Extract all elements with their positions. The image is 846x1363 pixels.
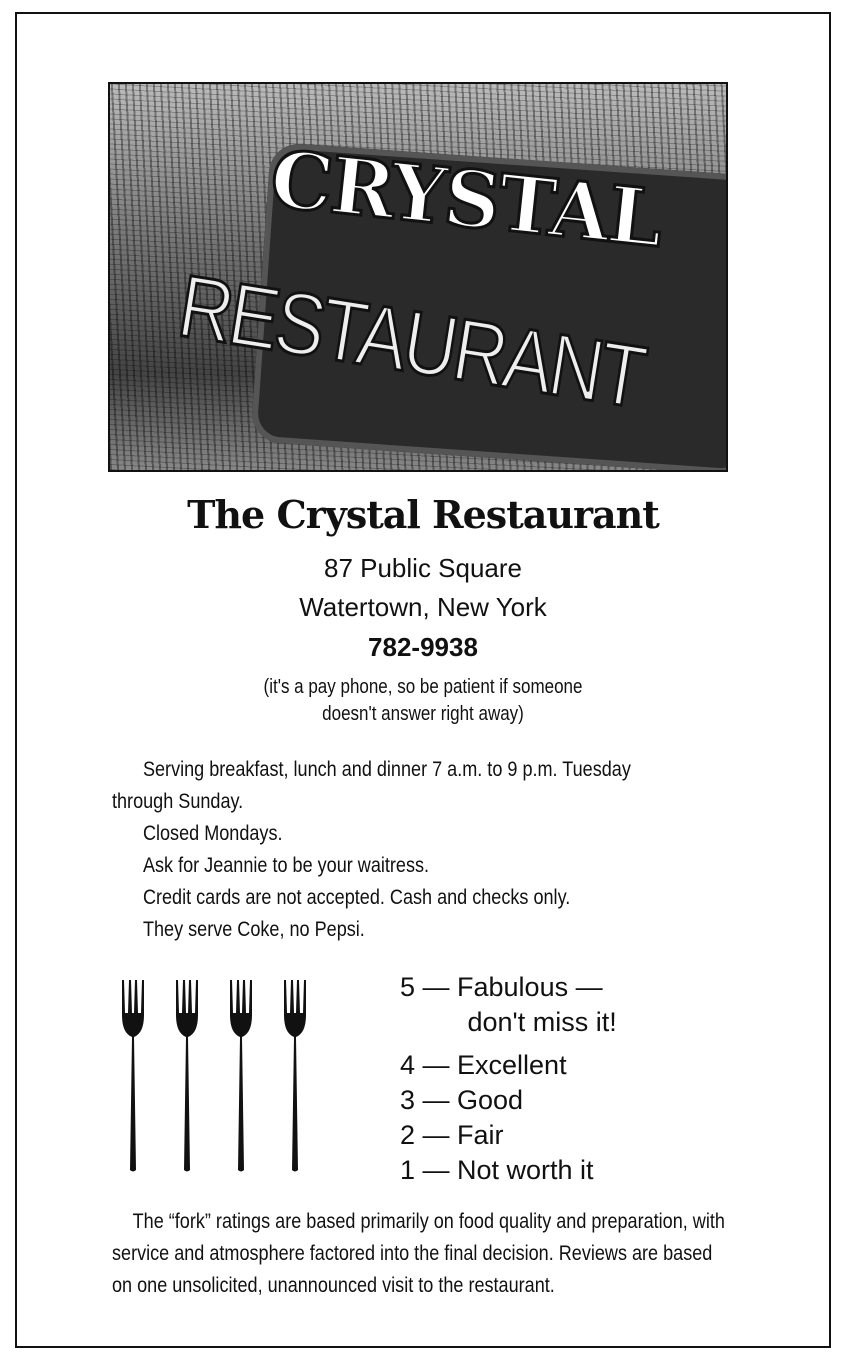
sign-text-crystal: CRYSTAL <box>266 133 666 266</box>
restaurant-sign-photo <box>108 82 728 472</box>
closed-days: Closed Mondays. <box>142 822 283 845</box>
rating-3: 3 — Good <box>400 1085 524 1115</box>
rating-explanation: The “fork” ratings are based primarily on food quality and preparation, with service and atmosphere factored into the final decision. Reviews are based on one unsolicited, unannounced visit to the restaurant. <box>112 1210 725 1297</box>
rating-5-cont: don't miss it! <box>400 1007 617 1037</box>
rating-key <box>400 970 617 1188</box>
fork-icon <box>176 980 198 1172</box>
rating-5: 5 — Fabulous — <box>400 972 603 1002</box>
address-line-2: Watertown, New York <box>299 592 547 622</box>
address-line-1: 87 Public Square <box>323 553 523 583</box>
rating-4: 4 — Excellent <box>400 1050 567 1080</box>
rating-2: 2 — Fair <box>400 1120 504 1150</box>
waitress-tip: Ask for Jeannie to be your waitress. <box>142 854 430 877</box>
fork-icon <box>122 980 144 1172</box>
hours: Serving breakfast, lunch and dinner 7 a.m. to 9 p.m. Tuesday through Sunday. <box>112 758 631 813</box>
sign-text-restaurant: RESTAURANT <box>172 255 650 427</box>
phone-note-1: (it's a pay phone, so be patient if someone <box>263 676 583 698</box>
rating-1: 1 — Not worth it <box>400 1155 594 1185</box>
phone-note-2: doesn't answer right away) <box>322 703 524 725</box>
details <box>112 754 680 946</box>
fork-rating <box>110 975 310 1175</box>
restaurant-name: The Crystal Restaurant <box>187 492 659 537</box>
fork-icon <box>230 980 252 1172</box>
phone-number: 782-9938 <box>368 632 478 662</box>
payment-info: Credit cards are not accepted. Cash and checks only. <box>142 886 571 909</box>
beverage-info: They serve Coke, no Pepsi. <box>142 918 365 941</box>
fork-icon <box>284 980 306 1172</box>
